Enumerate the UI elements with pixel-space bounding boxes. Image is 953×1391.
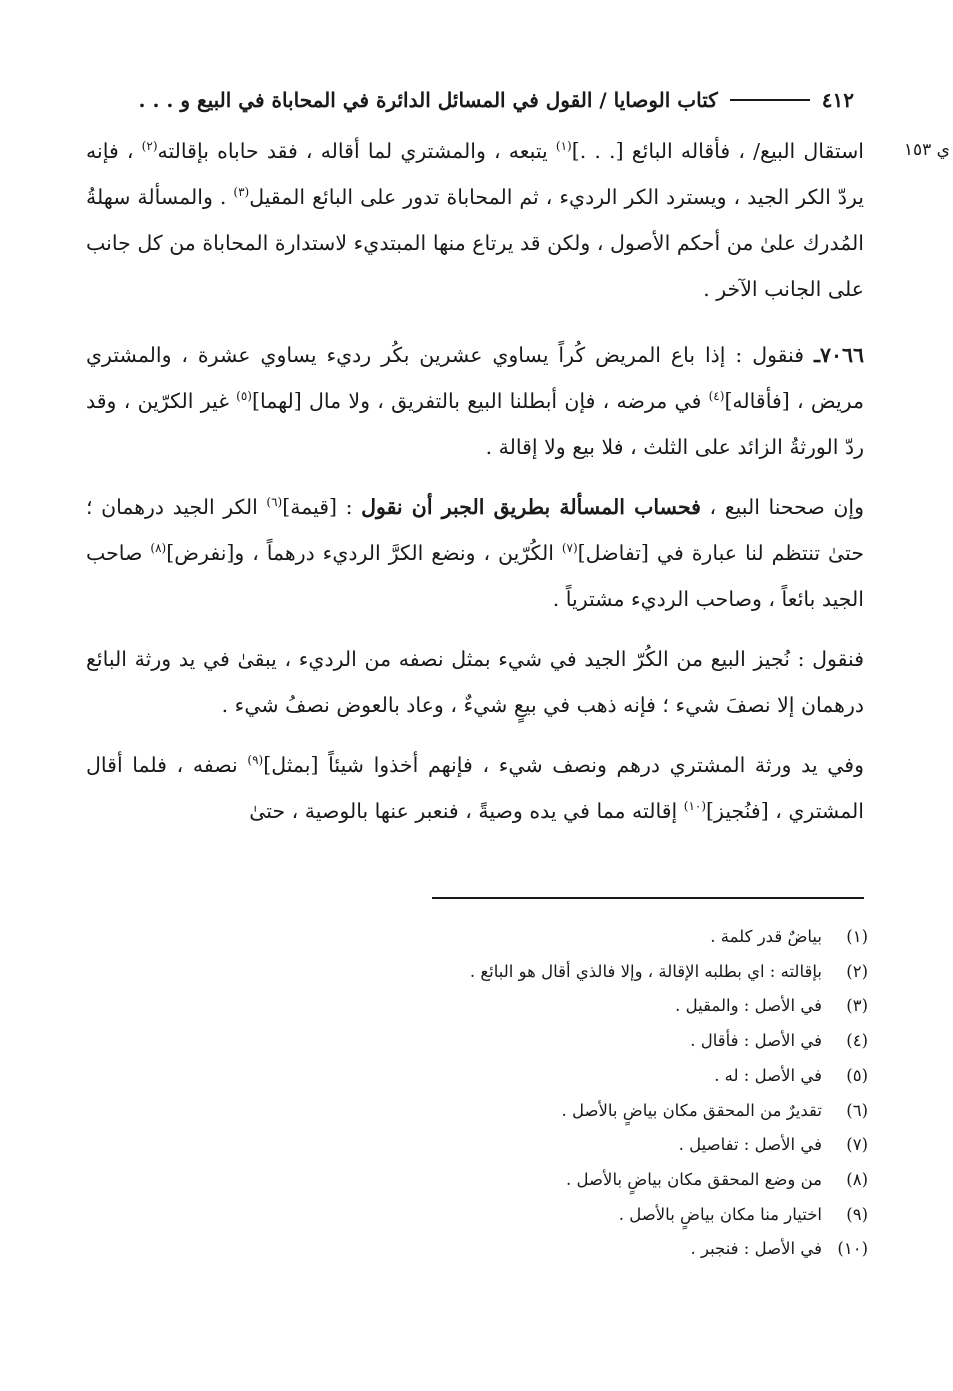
footnote-text: في الأصل : فنجبر . [690, 1239, 822, 1259]
header-title: كتاب الوصايا / القول في المسائل الدائرة في المحاباة في البيع و . . . [138, 88, 718, 112]
footnote-text: تقديرٌ من المحقق مكان بياضٍ بالأصل . [561, 1100, 822, 1120]
header-rule [730, 99, 810, 101]
footnote-number: (٥) [846, 1065, 868, 1085]
footnote [300, 1059, 868, 1094]
text-run: فنقول : إذا باع المريض كُراً يساوي عشرين بكُر رديء يساوي عشرة ، والمشتري مريض ، [فأقاله] [86, 343, 864, 413]
text-run: يتبعه ، والمشتري لما أقاله ، فقد حاباه بإقالته [157, 139, 556, 163]
footnote-ref: (٥) [236, 389, 252, 404]
footnote-number: (٢) [846, 961, 868, 981]
footnote-ref: (٨) [150, 541, 167, 556]
footnote [300, 989, 868, 1024]
text-run: في مرضه ، فإن أبطلنا البيع بالتفريق ، ولا مال [لهما] [251, 389, 709, 413]
footnote-text: بإقالته : اي بطلبه الإقالة ، وإلا فالذي أقال هو البائع . [469, 961, 822, 981]
footnote [300, 1198, 868, 1233]
text-run: . والمسألة سهلةُ المُدرك علىٰ من أحكم الأصول ، ولكن قد يرتاع منها المبتديء لاستدارة المحاباة من كل جانب على الجانب الآخر . [86, 185, 864, 301]
footnote-number: (١٠) [837, 1239, 868, 1259]
footnote-ref: (٢) [141, 139, 158, 154]
paragraph [86, 332, 864, 470]
text-run: وفي يد ورثة المشتري درهم ونصف شيء ، فإنهم أخذوا شيئاً [بمثل] [263, 753, 864, 777]
footnote-number: (٨) [846, 1169, 868, 1189]
paragraph [86, 128, 864, 312]
paragraph [86, 636, 864, 728]
footnote-text: اختيار منا مكان بياضٍ بالأصل . [618, 1204, 822, 1224]
footnotes-list [300, 920, 868, 1267]
footnote [300, 920, 868, 955]
margin-manuscript-ref: ي ١٥٣ [903, 140, 950, 160]
paragraph [86, 742, 864, 834]
text-run: الكُرّين ، ونضع الكرَّ الرديء درهماً ، و[نفرض] [166, 541, 562, 565]
text-run: صاحب الجيد بائعاً ، وصاحب الرديء مشترياً . [86, 541, 864, 611]
footnote-divider [432, 897, 864, 899]
text-run: فنقول : نُجيز البيع من الكُرّ الجيد في شيء بمثل نصفه من الرديء ، يبقىٰ في يد ورثة البائع درهمان إلا نصفَ شيء ؛ فإنه ذهب في بيعٍ شيءٌ ، وعاد بالعوض نصفُ شيء . [86, 647, 864, 717]
text-run: استقال البيع/ ، فأقاله البائع [. . .] [571, 139, 864, 163]
footnote-number: (١) [846, 927, 868, 946]
footnote-text: من وضع المحقق مكان بياضٍ بالأصل . [566, 1169, 822, 1189]
footnote-ref: (٩) [247, 753, 264, 768]
footnote [300, 1232, 868, 1267]
footnote [300, 1128, 868, 1163]
footnote [300, 955, 868, 990]
footnote-ref: (٧) [561, 541, 578, 556]
text-run: نصفه ، فلما أقال المشتري ، [فنُجيز] [86, 753, 864, 823]
footnote-ref: (١) [555, 139, 572, 154]
footnote-number: (٣) [846, 996, 868, 1016]
page-number: ٤١٢ [821, 88, 854, 112]
text-run: : [قيمة] [282, 495, 362, 519]
footnote [300, 1163, 868, 1198]
footnote-number: (٩) [846, 1204, 868, 1224]
footnote-text: في الأصل : والمقيل . [675, 996, 822, 1016]
text-run: إقالته مما في يده وصيةً ، فنعبر عنها بالوصية ، حتىٰ [249, 799, 684, 823]
footnote-number: (٦) [846, 1100, 868, 1120]
text-run: الكر الجيد درهمان ؛ حتىٰ تنتظم لنا عبارة في [تفاضل] [86, 495, 864, 565]
footnote-number: (٤) [846, 1031, 868, 1051]
footnote-text: في الأصل : تفاصيل . [678, 1135, 822, 1155]
footnote [300, 1094, 868, 1129]
footnote-ref: (١٠) [683, 799, 707, 814]
running-header [92, 82, 854, 118]
text-run: وإن صححنا البيع ، [700, 495, 864, 519]
emphasized-text: فحساب المسألة بطريق الجبر أن نقول [361, 495, 701, 519]
text-run: غير الكرّين ، وقد ردّ الورثةُ الزائد على الثلث ، فلا بيع ولا إقالة . [86, 389, 864, 459]
paragraph [86, 484, 864, 622]
text-run: ، فإنه يردّ الكر الجيد ، ويسترد الكر الرديء ، ثم المحاباة تدور على البائع المقيل [86, 139, 864, 209]
paragraph-number: ٧٠٦٦ـ [813, 343, 864, 367]
footnote-text: في الأصل : فأقال . [690, 1031, 822, 1051]
footnote-ref: (٣) [233, 185, 250, 200]
main-text [86, 128, 864, 848]
footnote-ref: (٦) [266, 495, 283, 510]
footnote-ref: (٤) [708, 389, 725, 404]
footnote-text: بياضٌ قدر كلمة . [710, 927, 822, 946]
footnote-number: (٧) [846, 1135, 868, 1155]
footnote [300, 1024, 868, 1059]
footnote-text: في الأصل : له . [714, 1065, 822, 1085]
